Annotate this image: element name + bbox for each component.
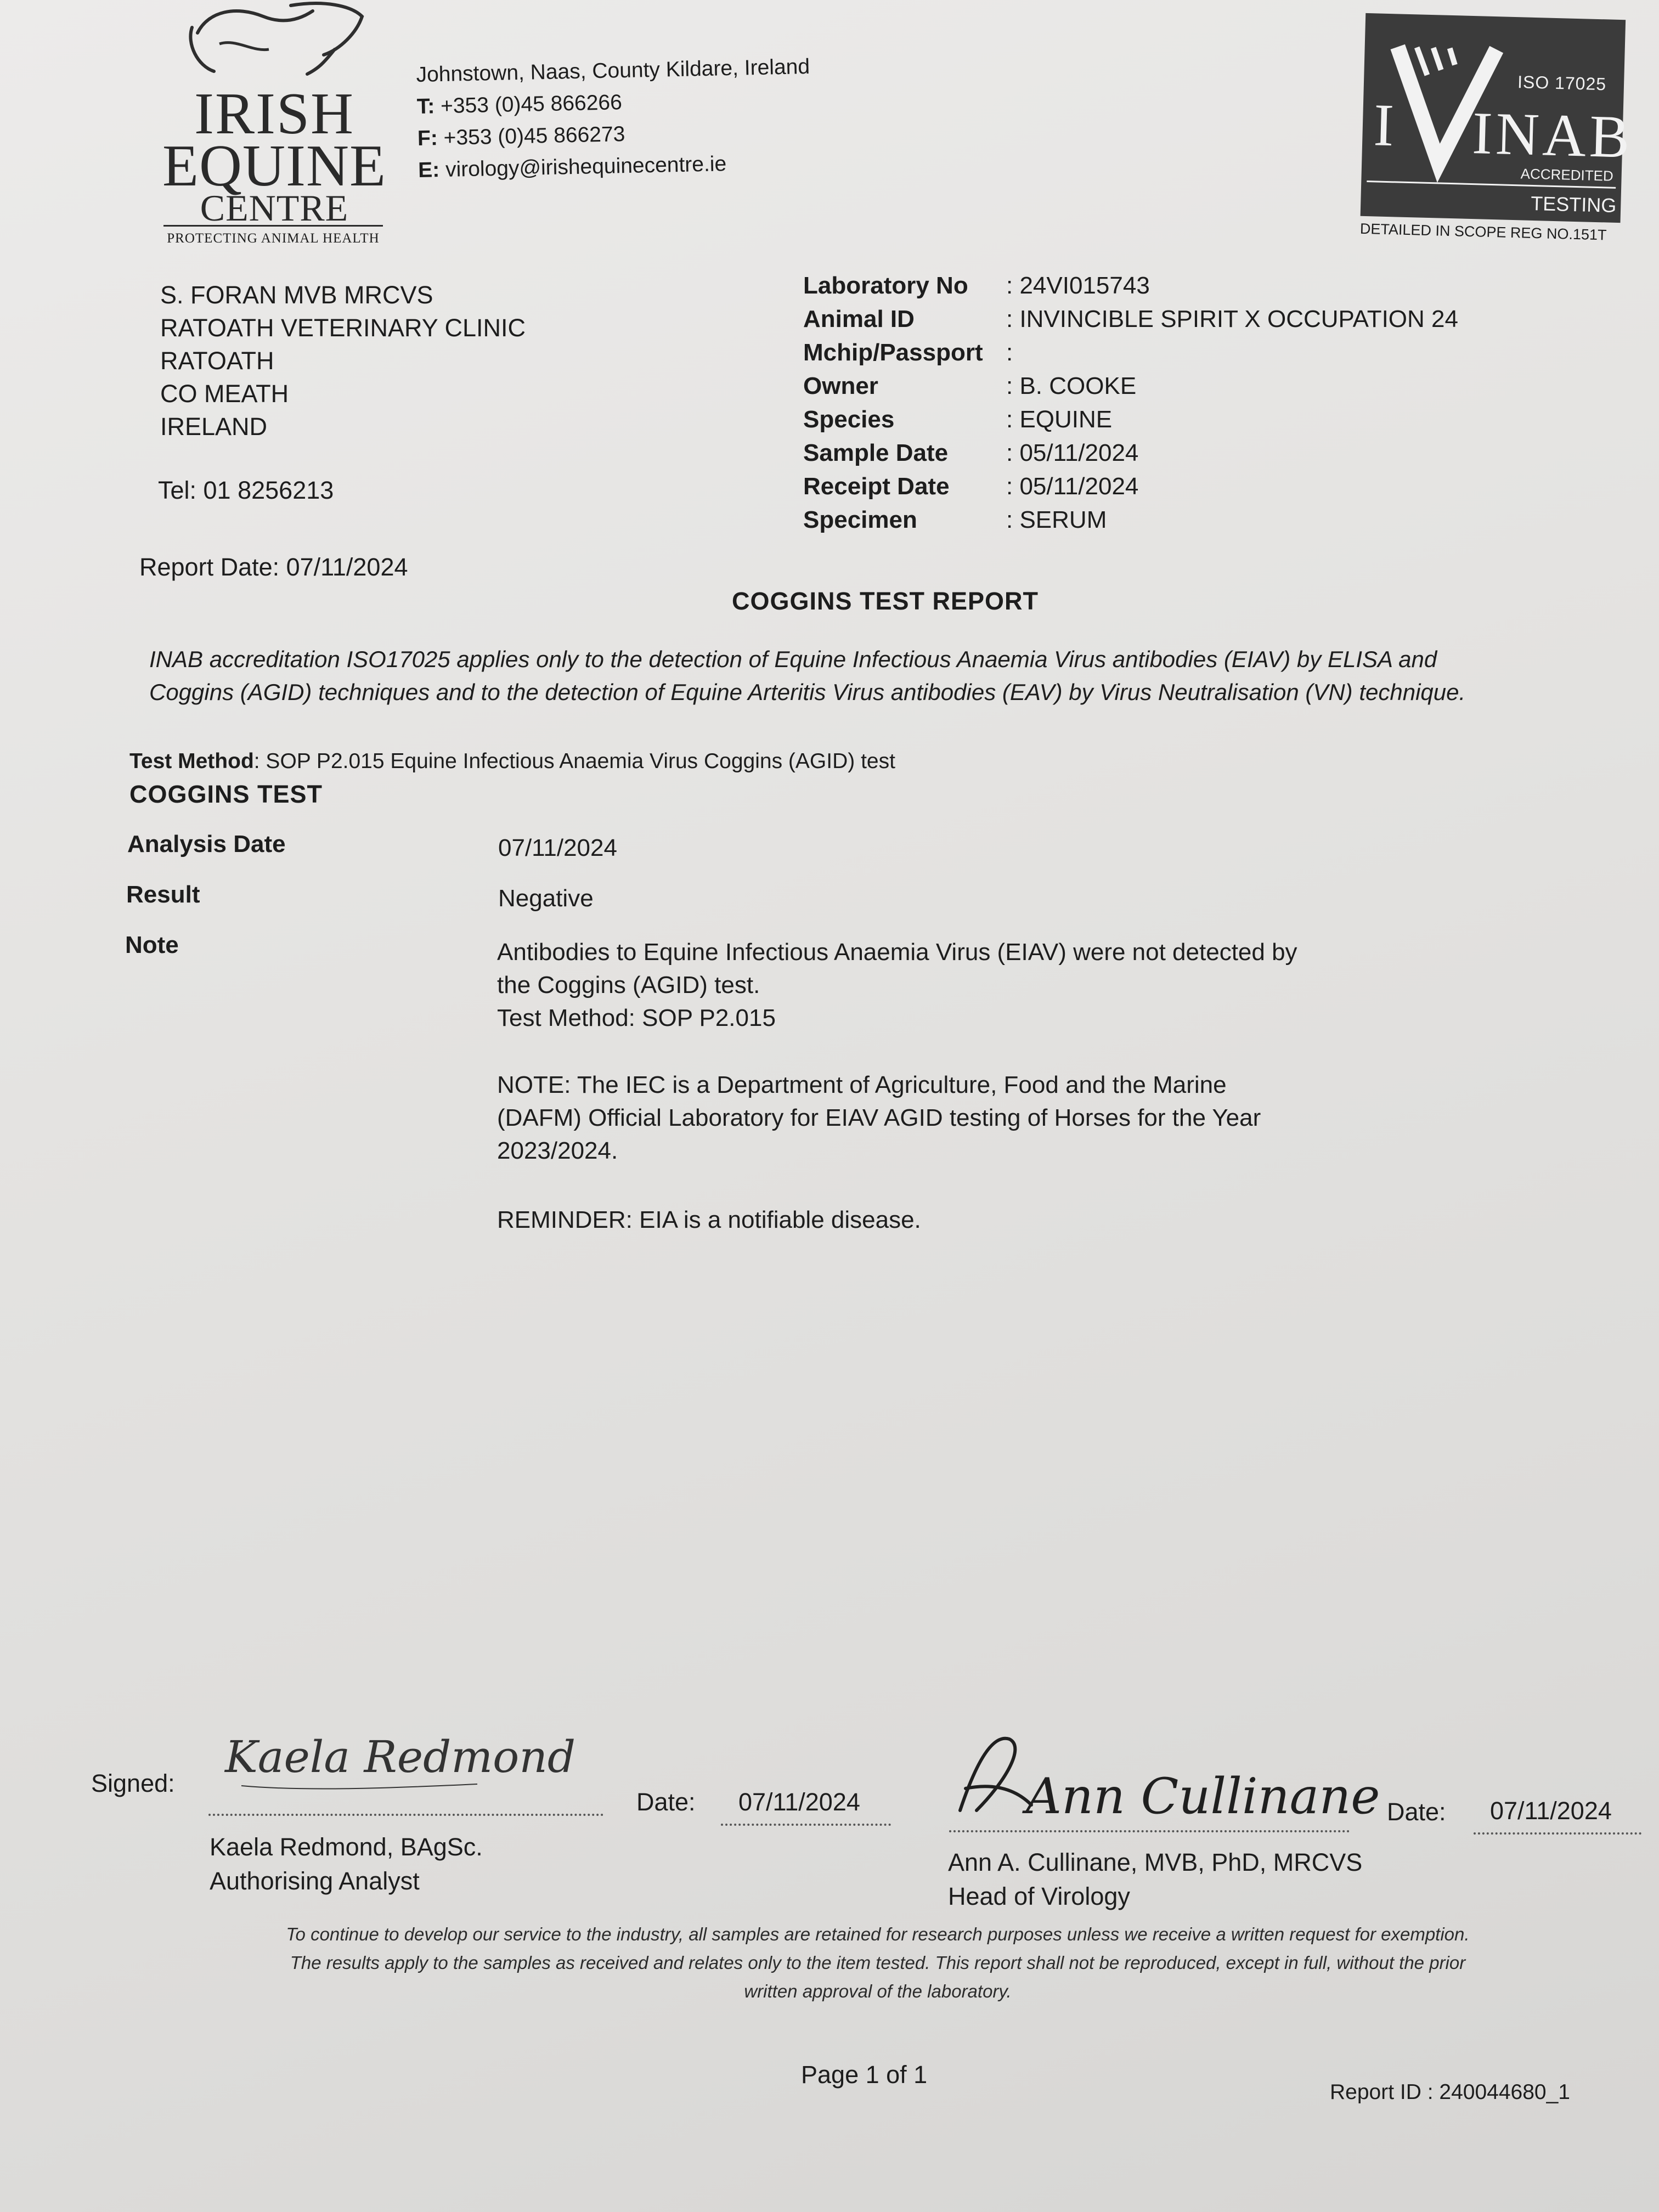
signature-kaela-redmond [219,1723,576,1799]
date-2-label: Date: [1387,1798,1446,1826]
recipient-line: IRELAND [160,413,268,441]
inab-badge [1359,13,1634,244]
recipient-line: S. FORAN MVB MRCVS [160,281,433,309]
signature-1-script: Kaela Redmond [225,1731,576,1782]
detail-value: : B. COOKE [1006,373,1137,399]
inab-iso: ISO 17025 [1517,72,1607,94]
date-1-label: Date: [636,1788,696,1816]
detail-label: Laboratory No [803,272,968,299]
test-method [129,749,895,774]
footer-disclaimer [187,1920,1569,2006]
recipient-line: RATOATH [160,347,274,375]
inab-scope: DETAILED IN SCOPE REG NO.151T [1359,220,1607,244]
inab-brand: INAB [1471,99,1634,171]
detail-row [803,403,1599,436]
lab-phone: +353 (0)45 866266 [440,91,623,119]
detail-label: Specimen [803,506,917,533]
page-number: Page 1 of 1 [801,2061,928,2089]
signatory-1-role: Authorising Analyst [210,1867,420,1895]
signatory-1 [210,1830,483,1898]
note-line: (DAFM) Official Laboratory for EIAV AGID testing of Horses for the Year [497,1104,1261,1131]
note-line: 2023/2024. [497,1137,618,1164]
analysis-date-value: 07/11/2024 [498,834,617,861]
footer-line: The results apply to the samples as received and relates only to the item tested. This report shall not be reproduced, except in full, without the prior [290,1953,1466,1973]
signatory-2-role: Head of Virology [948,1882,1130,1910]
signature-2-script: Ann Cullinane [1026,1768,1380,1825]
signatory-2 [948,1846,1362,1914]
footer-line: To continue to develop our service to the industry, all samples are retained for research purposes unless we receive a written request for exemption. [286,1924,1470,1944]
report-date: Report Date: 07/11/2024 [139,553,408,581]
phone-label: T: [416,94,435,119]
fax-label: F: [417,126,438,150]
detail-row [803,369,1599,403]
signature-ann-cullinane [944,1717,1380,1838]
logo-line-irish: IRISH [194,81,355,146]
test-method-label: Test Method [129,749,254,773]
section-title: COGGINS TEST [129,780,323,808]
detail-value: : 05/11/2024 [1006,473,1139,500]
detail-label: Sample Date [803,439,949,466]
lab-fax: +353 (0)45 866273 [443,122,625,150]
date-1-line [721,1824,891,1826]
detail-row [803,436,1599,470]
result-label: Result [126,881,200,908]
detail-label: Receipt Date [803,473,950,500]
date-1-value: 07/11/2024 [738,1788,860,1816]
detail-value: : [1006,339,1013,366]
note-line: the Coggins (AGID) test. [497,972,760,998]
recipient-line: CO MEATH [160,380,289,408]
report-id: Report ID : 240044680_1 [1330,2080,1570,2104]
logo-line-centre: CENTRE [200,187,349,229]
detail-value: : 05/11/2024 [1006,439,1139,466]
recipient-tel: Tel: 01 8256213 [158,476,334,504]
signatory-2-name: Ann A. Cullinane, MVB, PhD, MRCVS [948,1848,1363,1876]
email-label: E: [417,158,440,182]
signature-1-line [208,1814,603,1816]
detail-value: : 24VI015743 [1006,272,1150,299]
logo-tagline: PROTECTING ANIMAL HEALTH [163,225,383,246]
footer-line: written approval of the laboratory. [744,1981,1012,2001]
signed-label: Signed: [91,1769,175,1797]
date-2-value: 07/11/2024 [1490,1797,1612,1825]
detail-value: : EQUINE [1006,406,1113,433]
signatory-1-name: Kaela Redmond, BAgSc. [210,1833,483,1861]
recipient-line: RATOATH VETERINARY CLINIC [160,314,526,342]
inab-accredited: ACCREDITED [1520,165,1614,184]
lab-logo [159,0,390,258]
detail-row [803,336,1599,369]
note-text [497,936,1430,1237]
sample-details [803,269,1599,537]
detail-row [803,503,1599,537]
detail-value: : INVINCIBLE SPIRIT X OCCUPATION 24 [1006,306,1458,332]
note-line: NOTE: The IEC is a Department of Agriculture, Food and the Marine [497,1071,1227,1098]
inab-testing: TESTING [1530,191,1617,217]
inab-i-letter: I [1373,91,1395,159]
analysis-date-label: Analysis Date [127,831,286,857]
date-2-line [1474,1832,1641,1835]
detail-label: Species [803,406,895,433]
detail-label: Animal ID [803,306,915,332]
detail-row [803,269,1599,302]
reminder-line: REMINDER: EIA is a notifiable disease. [497,1206,921,1233]
result-value: Negative [498,885,594,912]
lab-email: virology@irishequinecentre.ie [445,152,727,182]
detail-row [803,302,1599,336]
note-label: Note [125,932,179,958]
note-line: Antibodies to Equine Infectious Anaemia Virus (EIAV) were not detected by [497,939,1297,966]
lab-address: Johnstown, Naas, County Kildare, Ireland [416,54,810,87]
detail-value: : SERUM [1006,506,1107,533]
report-title: COGGINS TEST REPORT [732,587,1039,615]
recipient-address [160,279,654,443]
detail-label: Owner [803,373,878,399]
signature-2-line [949,1830,1350,1832]
accreditation-statement: INAB accreditation ISO17025 applies only to the detection of Equine Infectious Anaemia Virus antibodies (EIAV) by ELISA and Coggins (AGID) techniques and to the detection of Equine Arteritis Virus antibodies (EAV) by Virus Neutralisation (VN) technique. [149,646,1466,705]
logo-line-equine: EQUINE [162,133,386,199]
detail-row [803,470,1599,503]
horse-logo-icon [159,0,390,82]
lab-contact [416,49,912,187]
note-line: Test Method: SOP P2.015 [497,1005,776,1031]
test-method-value: : SOP P2.015 Equine Infectious Anaemia Virus Coggins (AGID) test [253,749,895,773]
detail-label: Mchip/Passport [803,339,983,366]
